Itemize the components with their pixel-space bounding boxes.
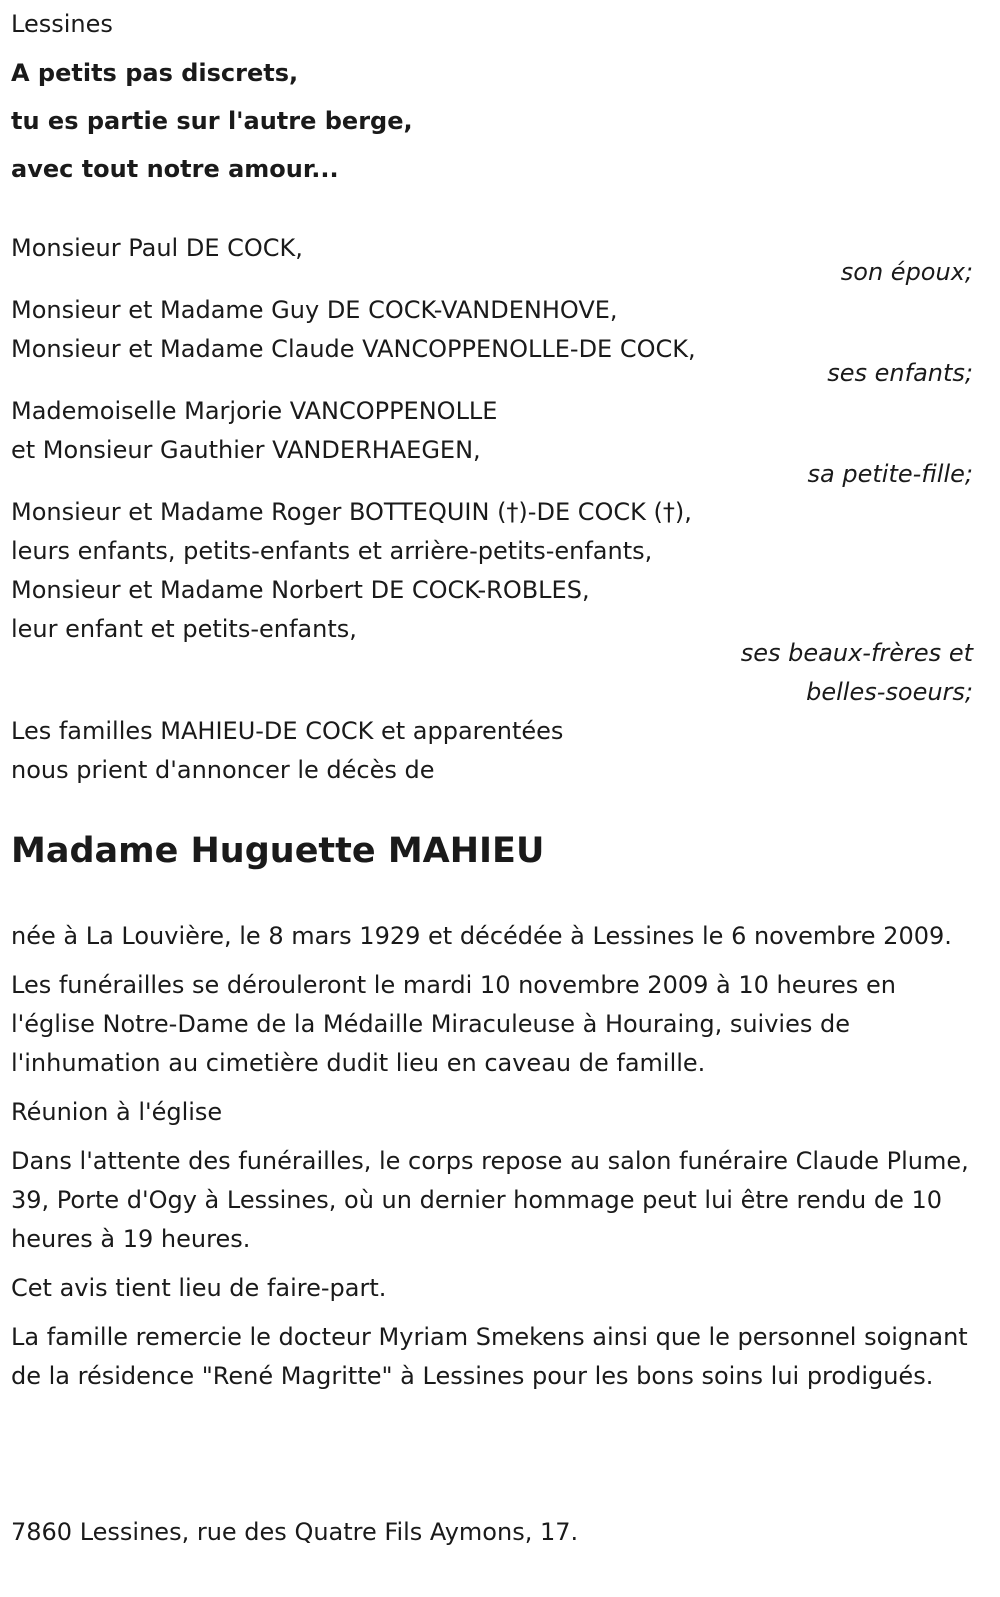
relation-line: sa petite-fille; [807, 460, 973, 488]
detail-paragraph: née à La Louvière, le 8 mars 1929 et décédée à Lessines le 6 novembre 2009. [11, 922, 952, 950]
family-name-line: leurs enfants, petits-enfants et arrière-petits-enfants, [11, 537, 653, 565]
family-names [11, 229, 303, 268]
relation-line: ses beaux-frères et [740, 639, 973, 667]
detail-paragraph: Cet avis tient lieu de faire-part. [11, 1274, 387, 1302]
poem-line: avec tout notre amour... [11, 155, 339, 183]
detail-paragraph: Réunion à l'église [11, 1098, 223, 1126]
family-name-line: Mademoiselle Marjorie VANCOPPENOLLE [11, 397, 498, 425]
detail-paragraph: La famille remercie le docteur Myriam Smekens ainsi que le personnel soignant de la résidence "René Magritte" à Lessines pour les bons soins lui prodigués. [11, 1323, 968, 1390]
poem-line: A petits pas discrets, [11, 59, 299, 87]
family-name-line: Monsieur et Madame Guy DE COCK-VANDENHOVE, [11, 296, 618, 324]
details [11, 917, 986, 1406]
detail-paragraph: Les funérailles se dérouleront le mardi 10 novembre 2009 à 10 heures en l'église Notre-Dame de la Médaille Miraculeuse à Houraing, suivies de l'inhumation au cimetière dudit lieu en caveau de famille. [11, 971, 896, 1077]
poem-line: tu es partie sur l'autre berge, [11, 107, 413, 135]
family-name-line: et Monsieur Gauthier VANDERHAEGEN, [11, 436, 481, 464]
announcement-line: nous prient d'annoncer le décès de [11, 756, 435, 784]
relation-line: belles-soeurs; [806, 678, 973, 706]
family-names [11, 291, 696, 369]
address: 7860 Lessines, rue des Quatre Fils Aymons, 17. [11, 1518, 579, 1546]
location: Lessines [11, 10, 113, 38]
announcement-line: Les familles MAHIEU-DE COCK et apparentées [11, 717, 564, 745]
family-relation [827, 354, 973, 393]
announcement [11, 712, 563, 790]
family-names [11, 493, 692, 649]
family-relation [808, 455, 973, 494]
relation-line: son époux; [840, 258, 973, 286]
family-name-line: Monsieur Paul DE COCK, [11, 234, 303, 262]
poem [11, 49, 413, 193]
family-names [11, 392, 497, 470]
relation-line: ses enfants; [827, 359, 973, 387]
detail-paragraph: Dans l'attente des funérailles, le corps repose au salon funéraire Claude Plume, 39, Porte d'Ogy à Lessines, où un dernier hommage peut lui être rendu de 10 heures à 19 heures. [11, 1147, 969, 1253]
family-name-line: Monsieur et Madame Norbert DE COCK-ROBLES, [11, 576, 590, 604]
deceased-name: Madame Huguette MAHIEU [11, 831, 545, 871]
family-relation [741, 634, 973, 712]
family-name-line: Monsieur et Madame Claude VANCOPPENOLLE-DE COCK, [11, 335, 696, 363]
family-name-line: leur enfant et petits-enfants, [11, 615, 357, 643]
family-relation [841, 253, 973, 292]
family-name-line: Monsieur et Madame Roger BOTTEQUIN (†)-DE COCK (†), [11, 498, 692, 526]
